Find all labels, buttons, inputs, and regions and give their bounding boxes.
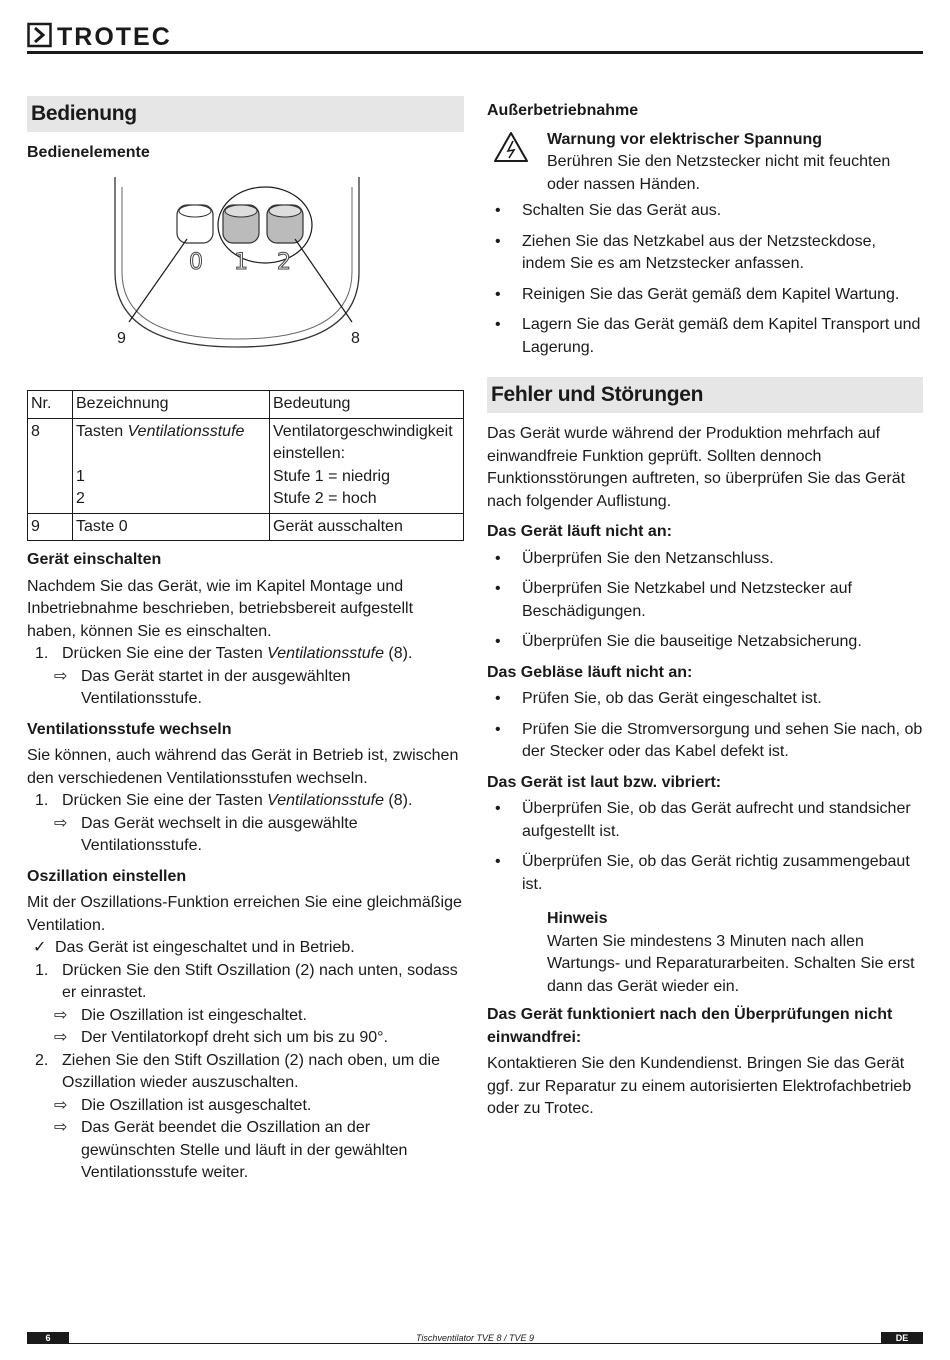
note-title: Hinweis (547, 910, 608, 927)
decommission-title: Außerbetriebnahme (487, 102, 639, 119)
change-level-text: Sie können, auch während das Gerät in Betrieb ist, zwischen den verschiedenen Ventilationsstufen wechseln. (27, 747, 459, 787)
button-1 (223, 205, 259, 243)
table-header: Nr. (28, 391, 73, 419)
electric-warning-icon (493, 131, 529, 163)
callout-line-8 (295, 239, 352, 322)
result-item: ⇨ Das Gerät beendet die Oszillation an der gewünschten Stelle und läuft in der gewählten Ventilationsstufe weiter. (54, 1119, 408, 1181)
table-header-row (28, 391, 464, 419)
control-panel-diagram (27, 177, 464, 357)
table-cell: 9 (28, 513, 73, 541)
list-item: 2. Ziehen Sie den Stift Oszillation (2) nach oben, um die Oszillation wieder auszuschalten. (35, 1051, 440, 1091)
list-item: • Prüfen Sie die Stromversorgung und sehen Sie nach, ob der Stecker oder das Kabel defekt ist. (487, 719, 923, 764)
fault2-list (487, 688, 923, 764)
result-item: ⇨ Die Oszillation ist eingeschaltet. (27, 1005, 464, 1028)
callout-8: 8 (351, 329, 360, 347)
list-item: • Überprüfen Sie Netzkabel und Netzstecker auf Beschädigungen. (487, 578, 923, 623)
oscillation-steps (27, 960, 464, 1005)
table-header: Bezeichnung (73, 391, 270, 419)
decommission-list (487, 200, 923, 359)
table-cell: 8 (28, 418, 73, 513)
oscillation-title: Oszillation einstellen (27, 867, 187, 885)
button-0 (177, 205, 213, 243)
warning-text: Berühren Sie den Netzstecker nicht mit feuchten oder nassen Händen. (547, 153, 891, 193)
result-arrow-icon: ⇨ (54, 814, 68, 832)
list-item: 1. Drücken Sie eine der Tasten Ventilationsstufe (8). (35, 792, 413, 809)
fault2-title: Das Gebläse läuft nicht an: (487, 663, 693, 681)
table-cell: Taste 0 (73, 513, 270, 541)
table-cell: Ventilatorgeschwindigkeit einstellen: Stufe 1 = niedrig Stufe 2 = hoch (270, 418, 464, 513)
fault1-list (487, 548, 923, 654)
result-item: ⇨ Die Oszillation ist ausgeschaltet. (27, 1095, 464, 1118)
header-rule (27, 51, 923, 54)
result-arrow-icon: ⇨ (54, 667, 68, 685)
fault3-list (487, 798, 923, 896)
switch-on-title: Gerät einschalten (27, 551, 162, 568)
section-title-faults: Fehler und Störungen (487, 377, 923, 413)
result-arrow-icon: ⇨ (54, 1006, 68, 1024)
precondition-item: ✓ Das Gerät ist eingeschaltet und in Betrieb. (27, 937, 464, 960)
result-item: ⇨ Der Ventilatorkopf dreht sich um bis zu 90°. (27, 1027, 464, 1050)
list-item: • Lagern Sie das Gerät gemäß dem Kapitel Transport und Lagerung. (487, 314, 923, 359)
faults-intro: Das Gerät wurde während der Produktion mehrfach auf einwandfreie Funktion geprüft. Sollten dennoch Funktionsstörungen auftreten, so überprüfen Sie das Gerät nach folgender Auflistung. (487, 425, 906, 510)
language-tag: DE (881, 1332, 923, 1344)
fault3-title: Das Gerät ist laut bzw. vibriert: (487, 773, 722, 791)
button-2 (267, 205, 303, 243)
left-column (27, 96, 464, 1185)
switch-on-steps (27, 643, 464, 666)
note-text: Warten Sie mindestens 3 Minuten nach allen Wartungs- und Reparaturarbeiten. Schalten Sie erst dann das Gerät wieder ein. (547, 932, 915, 995)
list-item: 1. Drücken Sie den Stift Oszillation (2) nach unten, sodass er einrastet. (35, 961, 458, 1001)
right-column (487, 96, 923, 1121)
table-row (28, 513, 464, 541)
page-footer (27, 1332, 923, 1344)
change-level-steps (27, 790, 464, 813)
fault4-title: Das Gerät funktioniert nach den Überprüfungen nicht einwandfrei: (487, 1006, 893, 1046)
switch-on-text: Nachdem Sie das Gerät, wie im Kapitel Montage und Inbetriebnahme beschrieben, betriebsbereit aufgestellt haben, können Sie es einschalten. (27, 577, 414, 640)
oscillation-text: Mit der Oszillations-Funktion erreichen Sie eine gleichmäßige Ventilation. (27, 894, 462, 934)
table-header: Bedeutung (270, 391, 464, 419)
oscillation-steps-2 (27, 1050, 464, 1095)
result-arrow-icon: ⇨ (54, 1096, 68, 1114)
svg-text:TROTEC: TROTEC (57, 23, 172, 50)
list-item: • Reinigen Sie das Gerät gemäß dem Kapitel Wartung. (487, 284, 923, 307)
result-item: ⇨ Das Gerät startet in der ausgewählten Ventilationsstufe. (54, 667, 351, 707)
result-arrow-icon: ⇨ (54, 1029, 68, 1046)
controls-title: Bedienelemente (27, 144, 150, 161)
list-item: • Schalten Sie das Gerät aus. (487, 200, 923, 223)
callout-line-9 (129, 239, 187, 322)
label-2: 2 (277, 249, 291, 275)
list-item: 1. Drücken Sie eine der Tasten Ventilationsstufe (8). (35, 645, 413, 662)
list-item: • Überprüfen Sie die bauseitige Netzabsicherung. (487, 631, 923, 654)
label-0: 0 (189, 249, 203, 275)
list-item: • Überprüfen Sie, ob das Gerät aufrecht und standsicher aufgestellt ist. (487, 798, 923, 843)
table-cell: Gerät ausschalten (270, 513, 464, 541)
result-arrow-icon: ⇨ (54, 1119, 68, 1136)
table-row (28, 418, 464, 513)
checkmark-icon: ✓ (33, 939, 47, 956)
note-block (487, 908, 923, 998)
trotec-logo (27, 20, 227, 50)
label-1: 1 (234, 249, 248, 275)
section-title-operation: Bedienung (27, 96, 464, 132)
callout-9: 9 (117, 329, 126, 347)
list-item: • Ziehen Sie das Netzkabel aus der Netzsteckdose, indem Sie es am Netzstecker anfassen. (487, 231, 923, 276)
doc-title: Tischventilator TVE 8 / TVE 9 (416, 1333, 534, 1343)
list-item: • Überprüfen Sie den Netzanschluss. (487, 548, 923, 571)
fault1-title: Das Gerät läuft nicht an: (487, 523, 672, 540)
list-item: • Prüfen Sie, ob das Gerät eingeschaltet ist. (487, 688, 923, 711)
warning-title: Warnung vor elektrischer Spannung (547, 130, 823, 148)
controls-table (27, 390, 464, 541)
table-cell: Tasten Ventilationsstufe 1 2 (73, 418, 270, 513)
list-item: • Überprüfen Sie, ob das Gerät richtig zusammengebaut ist. (487, 851, 923, 896)
result-item: ⇨ Das Gerät wechselt in die ausgewählte Ventilationsstufe. (54, 814, 358, 854)
fault4-text: Kontaktieren Sie den Kundendienst. Bringen Sie das Gerät ggf. zur Reparatur zu einem autorisierten Elektrofachbetrieb oder zu Trotec. (487, 1055, 912, 1117)
warning-block (487, 129, 923, 197)
page-number: 6 (27, 1332, 69, 1344)
change-level-title: Ventilationsstufe wechseln (27, 720, 232, 738)
